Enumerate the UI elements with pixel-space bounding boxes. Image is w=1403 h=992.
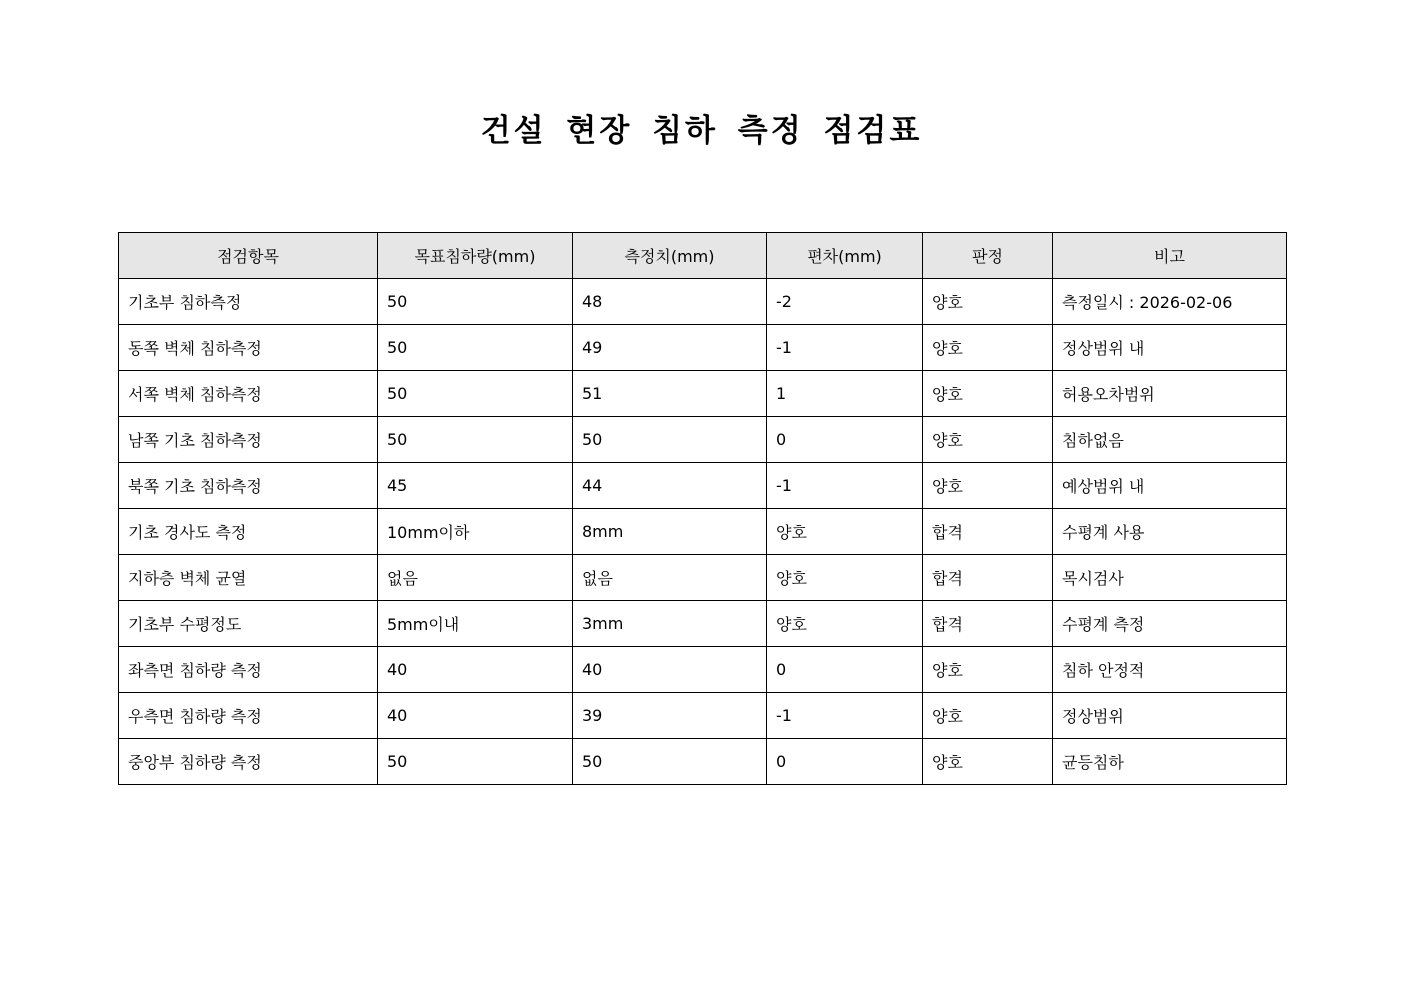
table-header-row (119, 233, 1287, 279)
cell-inspection-item: 중앙부 침하량 측정 (119, 739, 378, 785)
table-row (119, 739, 1287, 785)
cell-target-settlement: 없음 (378, 555, 573, 601)
cell-target-settlement: 45 (378, 463, 573, 509)
cell-deviation: -1 (767, 463, 923, 509)
cell-deviation: 양호 (767, 509, 923, 555)
header-inspection-item: 점검항목 (119, 233, 378, 279)
cell-remarks: 균등침하 (1053, 739, 1287, 785)
cell-inspection-item: 기초부 수평정도 (119, 601, 378, 647)
table-row (119, 647, 1287, 693)
cell-judgement: 합격 (923, 555, 1053, 601)
cell-target-settlement: 50 (378, 739, 573, 785)
cell-measured-value: 44 (573, 463, 767, 509)
cell-measured-value: 50 (573, 739, 767, 785)
cell-target-settlement: 50 (378, 325, 573, 371)
cell-target-settlement: 50 (378, 279, 573, 325)
cell-measured-value: 51 (573, 371, 767, 417)
table-row (119, 325, 1287, 371)
cell-judgement: 양호 (923, 325, 1053, 371)
cell-judgement: 양호 (923, 279, 1053, 325)
cell-measured-value: 50 (573, 417, 767, 463)
cell-deviation: -2 (767, 279, 923, 325)
cell-deviation: 0 (767, 417, 923, 463)
cell-judgement: 합격 (923, 509, 1053, 555)
cell-inspection-item: 북쪽 기초 침하측정 (119, 463, 378, 509)
header-target-settlement: 목표침하량(mm) (378, 233, 573, 279)
cell-measured-value: 39 (573, 693, 767, 739)
cell-judgement: 양호 (923, 647, 1053, 693)
cell-deviation: -1 (767, 325, 923, 371)
cell-remarks: 침하 안정적 (1053, 647, 1287, 693)
table-row (119, 601, 1287, 647)
cell-target-settlement: 50 (378, 417, 573, 463)
cell-target-settlement: 50 (378, 371, 573, 417)
cell-inspection-item: 남쪽 기초 침하측정 (119, 417, 378, 463)
cell-inspection-item: 좌측면 침하량 측정 (119, 647, 378, 693)
cell-deviation: 양호 (767, 601, 923, 647)
cell-judgement: 양호 (923, 693, 1053, 739)
inspection-table (118, 232, 1287, 785)
cell-remarks: 정상범위 내 (1053, 325, 1287, 371)
cell-deviation: -1 (767, 693, 923, 739)
cell-remarks: 허용오차범위 (1053, 371, 1287, 417)
cell-remarks: 수평계 사용 (1053, 509, 1287, 555)
cell-deviation: 1 (767, 371, 923, 417)
cell-target-settlement: 10mm이하 (378, 509, 573, 555)
cell-inspection-item: 동쪽 벽체 침하측정 (119, 325, 378, 371)
page-title: 건설 현장 침하 측정 점검표 (480, 113, 923, 149)
table-row (119, 417, 1287, 463)
cell-inspection-item: 기초 경사도 측정 (119, 509, 378, 555)
table-row (119, 279, 1287, 325)
cell-judgement: 양호 (923, 371, 1053, 417)
cell-judgement: 합격 (923, 601, 1053, 647)
table-row (119, 463, 1287, 509)
cell-deviation: 0 (767, 739, 923, 785)
cell-remarks: 침하없음 (1053, 417, 1287, 463)
table-row (119, 509, 1287, 555)
table-row (119, 555, 1287, 601)
cell-measured-value: 40 (573, 647, 767, 693)
header-remarks: 비고 (1053, 233, 1287, 279)
header-deviation: 편차(mm) (767, 233, 923, 279)
cell-remarks: 목시검사 (1053, 555, 1287, 601)
header-measured-value: 측정치(mm) (573, 233, 767, 279)
cell-target-settlement: 40 (378, 693, 573, 739)
cell-inspection-item: 우측면 침하량 측정 (119, 693, 378, 739)
cell-judgement: 양호 (923, 739, 1053, 785)
cell-inspection-item: 지하층 벽체 균열 (119, 555, 378, 601)
table-row (119, 693, 1287, 739)
cell-target-settlement: 5mm이내 (378, 601, 573, 647)
cell-remarks: 측정일시 : 2026-02-06 (1053, 279, 1287, 325)
cell-measured-value: 없음 (573, 555, 767, 601)
cell-deviation: 양호 (767, 555, 923, 601)
cell-deviation: 0 (767, 647, 923, 693)
table-row (119, 371, 1287, 417)
cell-inspection-item: 서쪽 벽체 침하측정 (119, 371, 378, 417)
cell-judgement: 양호 (923, 463, 1053, 509)
cell-remarks: 예상범위 내 (1053, 463, 1287, 509)
cell-judgement: 양호 (923, 417, 1053, 463)
cell-target-settlement: 40 (378, 647, 573, 693)
cell-remarks: 정상범위 (1053, 693, 1287, 739)
cell-inspection-item: 기초부 침하측정 (119, 279, 378, 325)
cell-measured-value: 3mm (573, 601, 767, 647)
cell-measured-value: 48 (573, 279, 767, 325)
header-judgement: 판정 (923, 233, 1053, 279)
cell-measured-value: 8mm (573, 509, 767, 555)
cell-measured-value: 49 (573, 325, 767, 371)
cell-remarks: 수평계 측정 (1053, 601, 1287, 647)
